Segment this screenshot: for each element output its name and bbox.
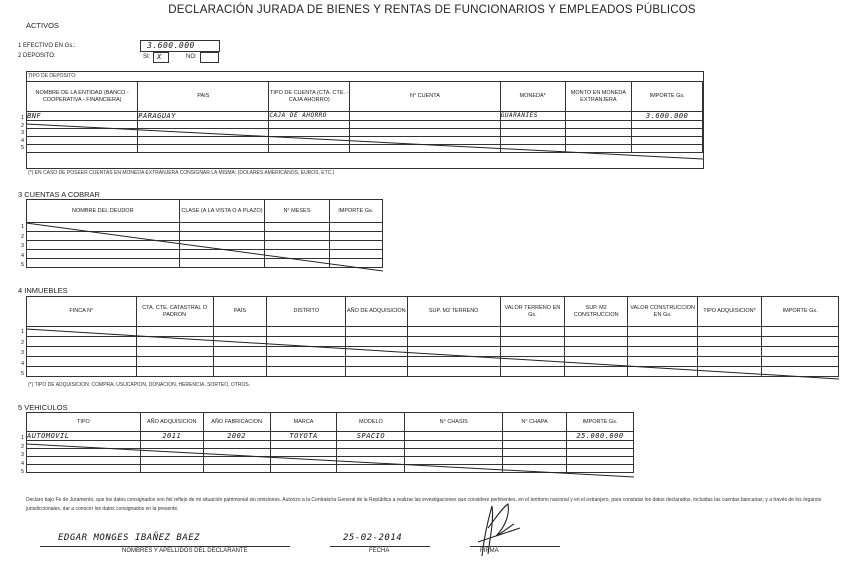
row-number: 5 [20,145,24,152]
col-chapa: N° CHAPA [503,413,567,432]
row-number: 4 [20,360,24,367]
row-number: 5 [20,469,24,476]
table-row [27,449,634,457]
table-row [27,337,839,347]
row-number: 2 [20,122,24,129]
anio-fabricacion-value: 2002 [227,432,247,440]
table-row [27,129,703,137]
col-monto-extranjera: MONTO EN MONEDA EXTRANJERA [565,82,632,112]
col-sup-construccion: SUP. M2 CONSTRUCCION [564,297,628,327]
tipo-deposito-label: TIPO DE DEPOSITO: [28,73,77,79]
deposito-si-label: SI: [143,54,151,60]
col-finca: FINCA N° [27,297,137,327]
cuentas-table [26,199,383,268]
col-pais: PAIS [213,297,267,327]
importe-value: 3.600.000 [645,112,689,120]
cell-modelo[interactable] [337,432,405,441]
table-row [27,241,383,250]
col-moneda: MONEDA* [500,82,565,112]
moneda-value: GUARANIES [500,111,538,119]
row-number: 4 [20,460,24,467]
table-row [27,137,703,145]
row-number: 3 [20,243,24,250]
pais-value: PARAGUAY [138,112,176,120]
col-marca: MARCA [270,413,337,432]
row-number: 4 [20,137,24,144]
name-line [40,546,290,547]
vehiculos-heading: 5 VEHICULOS [18,403,68,412]
page-title: DECLARACIÓN JURADA DE BIENES Y RENTAS DE FUNCIONARIOS Y EMPLEADOS PÚBLICOS [168,4,696,16]
declarant-name: EDGAR MONGES IBAÑEZ BAEZ [58,533,201,543]
cell-chasis[interactable] [405,432,503,441]
tipo-cuenta-value: CAJA DE AHORRO [269,111,327,119]
col-chasis: N° CHASIS [405,413,503,432]
col-tipo-cuenta: TIPO DE CUENTA (CTA. CTE. - CAJA AHORRO) [269,82,350,112]
table-row [27,327,839,337]
depositos-table [26,81,703,153]
table-row [27,465,634,473]
cell-tipo[interactable] [27,432,141,441]
cell-chapa[interactable] [503,432,567,441]
cell-monto[interactable] [565,112,632,121]
row-number: 5 [20,262,24,269]
col-pais: PAIS [138,82,269,112]
efectivo-field[interactable] [140,40,220,52]
col-cuenta: N° CUENTA [350,82,501,112]
entidad-value: BNF [27,112,42,120]
cell-moneda[interactable] [500,112,565,121]
table-row [27,250,383,259]
deposito-label: 2 DEPOSITO: [18,53,56,59]
tipo-value: AUTOMOVIL [27,432,70,440]
row-number: 5 [20,371,24,378]
cell-importe[interactable] [632,112,703,121]
importe-value: 25.000.000 [576,432,624,440]
col-deudor: NOMBRE DEL DEUDOR [27,200,180,223]
table-row [27,112,703,121]
deposito-no-checkbox[interactable] [200,52,219,63]
row-number: 4 [20,252,24,259]
firma-line [470,546,560,547]
col-catastral: CTA. CTE. CATASTRAL O PADRON [136,297,213,327]
row-number: 1 [20,115,24,121]
col-entidad: NOMBRE DE LA ENTIDAD (BANCO - COOPERATIVA - FINANCIERA) [27,82,138,112]
col-anio-fabricacion: AÑO FABRICACION [203,413,270,432]
col-importe: IMPORTE Gs. [762,297,839,327]
signature-scribble [470,498,530,558]
cell-anio-fabricacion[interactable] [203,432,270,441]
declaration-date: 25-02-2014 [343,533,403,543]
col-anio: AÑO DE ADQUISICION [346,297,407,327]
col-valor-terreno: VALOR TERRENO EN Gs. [500,297,564,327]
row-number: 2 [20,339,24,346]
col-modelo: MODELO [337,413,405,432]
efectivo-value: 3.600.000 [147,41,195,50]
table-row [27,347,839,357]
cuentas-heading: 3 CUENTAS A COBRAR [18,190,100,199]
marca-value: TOYOTA [289,432,318,440]
inmuebles-row-numbers [16,327,24,380]
inmuebles-heading: 4 INMUEBLES [18,286,68,295]
deposito-si-checkbox[interactable] [153,52,169,63]
firma-label: FIRMA [480,548,499,554]
depositos-row-numbers [16,115,24,153]
date-label: FECHA [369,548,390,554]
col-importe: IMPORTE Gs. [632,82,703,112]
inmuebles-note: (*) TIPO DE ADQUISICION: COMPRA, USUCAPION, DONACION, HERENCIA, SORTEO, OTROS. [28,382,251,388]
cell-tipo[interactable] [269,112,350,121]
deposito-no-label: NO: [186,54,197,60]
col-sup-terreno: SUP. M2 TERRENO [407,297,500,327]
date-line [330,546,430,547]
name-label: NOMBRES Y APELLIDOS DEL DECLARANTE [122,548,248,554]
cell-cuenta[interactable] [350,112,501,121]
inmuebles-table [26,296,839,377]
table-row [27,223,383,232]
anio-adquisicion-value: 2011 [162,432,182,440]
vehiculos-table [26,412,634,473]
row-number: 3 [20,452,24,459]
depositos-note: (*) EN CASO DE POSEER CUENTAS EN MONEDA EXTRANJERA CONSIGNAR LA MISMA: (DOLARES AMERICANOS, EUROS, ETC.) [28,170,335,176]
declaration-text: Declaro bajo Fe de Juramento, que los datos consignados son fiel reflejo de mi situación patrimonial sin omisiones. Autorizo a la Contraloría General de la República a realizar las investigaciones que considere pertinentes, en el territorio nacional y en el extranjero, para constatar los datos declarados, incluidas las cuentas bancarias; y a través de los órganos jurisdiccionales, dar a conocer los datos consignados en la presente. [26,497,822,512]
table-row [27,367,839,377]
col-tipo: TIPO [27,413,141,432]
col-meses: N° MESES [265,200,329,223]
cuentas-row-numbers [16,223,24,271]
col-valor-construccion: VALOR CONSTRUCCION EN Gs. [628,297,697,327]
col-importe: IMPORTE Gs. [329,200,383,223]
cell-anio-adquisicion[interactable] [140,432,203,441]
row-number: 3 [20,350,24,357]
row-number: 1 [20,224,24,230]
cell-pais[interactable] [138,112,269,121]
efectivo-label: 1 EFECTIVO EN Gs.: [18,43,76,49]
row-number: 2 [20,233,24,240]
col-distrito: DISTRITO [267,297,346,327]
row-number: 1 [20,329,24,335]
table-row [27,121,703,129]
table-row [27,357,839,367]
table-row [27,145,703,153]
table-row [27,432,634,441]
row-number: 2 [20,443,24,450]
row-number: 1 [20,435,24,441]
vehiculos-row-numbers [16,434,24,477]
table-row [27,232,383,241]
table-row [27,457,634,465]
deposito-si-mark: X [157,53,162,61]
cell-marca[interactable] [270,432,337,441]
table-row [27,259,383,268]
col-tipo-adquisicion: TIPO ADQUISICION* [697,297,761,327]
col-importe: IMPORTE Gs. [566,413,633,432]
activos-heading: ACTIVOS [26,21,59,30]
col-anio-adquisicion: AÑO ADQUISICION [140,413,203,432]
modelo-value: SPACIO [356,432,386,440]
cell-entidad[interactable] [27,112,138,121]
col-clase: CLASE (A LA VISTA O A PLAZO) [179,200,265,223]
table-row [27,441,634,449]
row-number: 3 [20,130,24,137]
cell-importe[interactable] [566,432,633,441]
